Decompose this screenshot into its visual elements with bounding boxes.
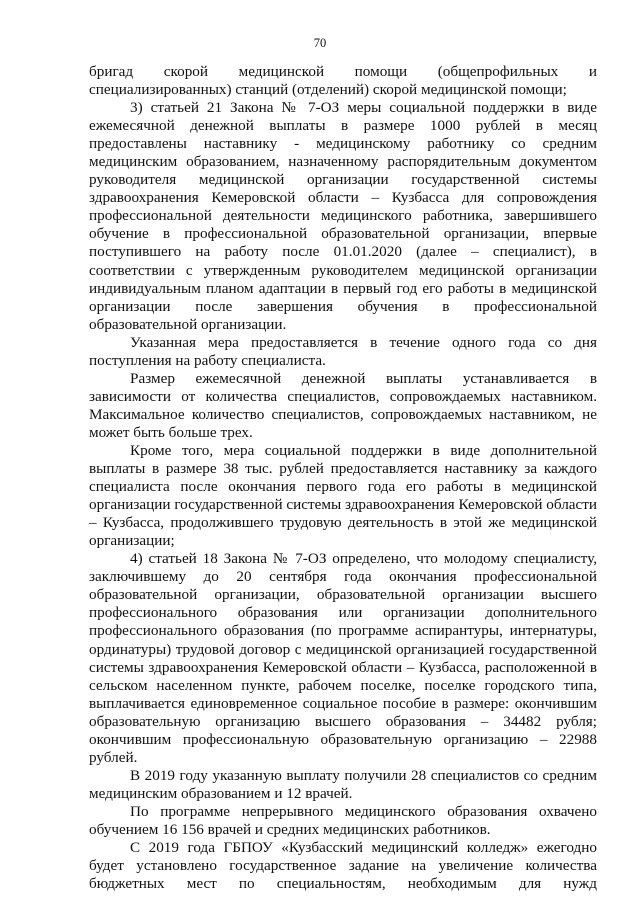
page-number: 70 xyxy=(313,36,327,50)
paragraph-young-specialist-allowance: 4) статьей 18 Закона № 7-ОЗ определено, что молодому специалисту, заключившему до 20 сентября года окончания профессиональной образовательной организации, образовательной организации высшего профессионального образования или организации дополнительного профессионального образования (по программе аспирантуры, интернатуры, ординатуры) трудовой договор с медицинской организацией государственной системы здравоохранения Кемеровской области – Кузбасса, расположенной в сельском населенном пункте, рабочем поселке, поселке городского типа, выплачивается единовременное социальное пособие в размере: окончившим образовательную организацию высшего образования – 34482 рубля; окончившим профессиональную образовательную организацию – 22988 рублей. xyxy=(89,550,597,766)
paragraph-medical-college: С 2019 года ГБПОУ «Кузбасский медицинский колледж» ежегодно будет установлено государственное задание на увеличение количества бюджетных мест по специальностям, необходимым для нужд xyxy=(89,839,597,893)
paragraph-continuing-education: По программе непрерывного медицинского образования охвачено обучением 16 156 врачей и средних медицинских работников. xyxy=(89,802,597,838)
body-text xyxy=(89,63,597,893)
paragraph-payment-size: Размер ежемесячной денежной выплаты устанавливается в зависимости от количества специалистов, сопровождаемых наставником. Максимальное количество специалистов, сопровождаемых наставником, не может быть больше трех. xyxy=(89,369,597,441)
paragraph-mentor-payment: 3) статьей 21 Закона № 7-ОЗ меры социальной поддержки в виде ежемесячной денежной выплаты в размере 1000 рублей в месяц предоставлены наставнику - медицинскому работнику со средним медицинским образованием, назначенному распорядительным документом руководителя медицинской организации государственной системы здравоохранения Кемеровской области – Кузбасса для сопровождения профессиональной деятельности медицинского работника, завершившего обучение в профессиональной образовательной организации, впервые поступившего на работу после 01.01.2020 (далее – специалист), в соответствии с утвержденным руководителем медицинской организации индивидуальным планом адаптации в первый год его работы в медицинской организации после завершения обучения в профессиональной образовательной организации. xyxy=(89,99,597,333)
paragraph-2019-recipients: В 2019 году указанную выплату получили 28 специалистов со средним медицинским образованием и 12 врачей. xyxy=(89,766,597,802)
paragraph-ambulance-brigades: бригад скорой медицинской помощи (общепрофильных и специализированных) станций (отделений) скорой медицинской помощи; xyxy=(89,63,597,99)
paragraph-additional-payment: Кроме того, мера социальной поддержки в виде дополнительной выплаты в размере 38 тыс. рублей предоставляется наставнику за каждого специалиста после окончания первого года его работы в медицинской организации государственной системы здравоохранения Кемеровской области – Кузбасса, продолжившего трудовую деятельность в этой же медицинской организации; xyxy=(89,441,598,550)
paragraph-measure-duration: Указанная мера предоставляется в течение одного года со дня поступления на работу специалиста. xyxy=(89,333,597,369)
